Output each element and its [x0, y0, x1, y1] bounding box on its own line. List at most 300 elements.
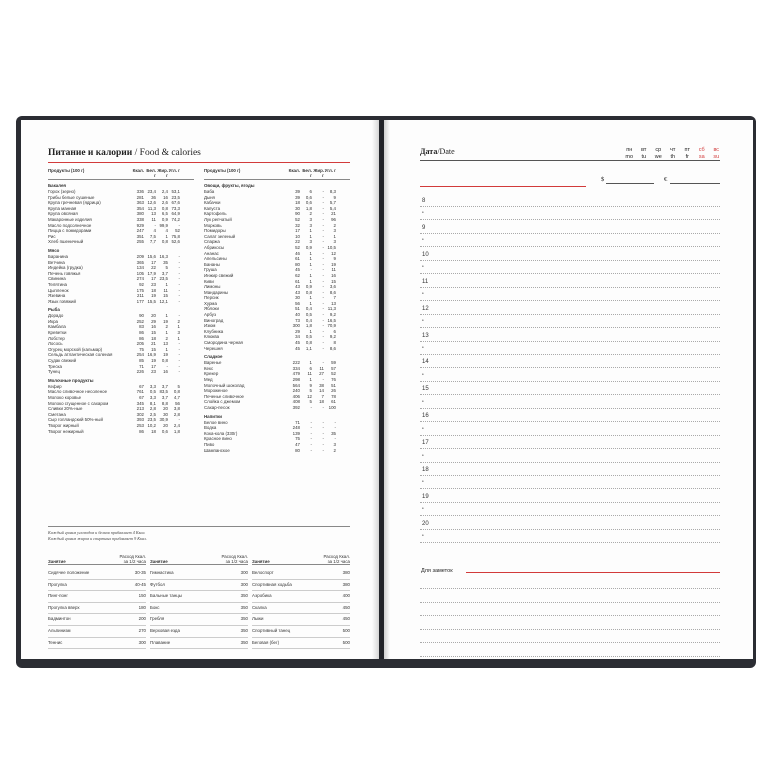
food-cell: -	[178, 313, 180, 319]
activity-row	[150, 580, 248, 592]
food-cell: 0,6	[305, 194, 312, 200]
food-cell: -	[178, 358, 180, 364]
activity-kcal: 380	[342, 581, 350, 587]
food-cell: -	[178, 253, 180, 259]
red-rule	[420, 186, 586, 187]
food-cell: Икра	[48, 318, 58, 324]
food-cell: Ананас	[204, 250, 219, 256]
food-cell: 18	[151, 287, 156, 293]
half-hour-marker: •	[422, 534, 424, 540]
food-cell: 16	[331, 272, 336, 278]
food-cell: Хурма	[204, 300, 217, 306]
hour-line[interactable]	[420, 287, 720, 288]
food-cell: -	[322, 404, 324, 410]
food-cell: 17	[295, 228, 300, 234]
hour-line[interactable]	[420, 341, 720, 342]
hour-line[interactable]	[420, 448, 720, 449]
activity-kcal: 150	[138, 593, 146, 599]
activity-name: Сидячее положение	[48, 570, 90, 575]
food-cell: 56	[175, 400, 180, 406]
food-cell: 57	[331, 365, 336, 371]
food-cell: Крупа гречневая (ядрица)	[48, 200, 101, 206]
food-cell: 408	[292, 399, 300, 405]
food-cell: 0,6	[305, 200, 312, 206]
food-cell: -	[322, 289, 324, 295]
activity-name: Пинг-понг	[48, 593, 68, 599]
weekday-ru: вт	[641, 147, 647, 153]
food-cell: Пицца с помидорами	[48, 228, 92, 234]
food-cell: -	[178, 281, 180, 287]
activity-kcal: 350	[240, 627, 248, 633]
food-cell: Арбуз	[204, 312, 216, 318]
food-cell: 3,7	[161, 270, 168, 276]
activity-kcal: 300	[240, 570, 248, 575]
food-cell: 18	[151, 335, 156, 341]
activity-row	[48, 580, 146, 592]
food-cell: -	[322, 189, 324, 194]
half-hour-line[interactable]	[420, 435, 720, 436]
food-cell: 252	[136, 318, 144, 324]
weekday-sa[interactable]	[695, 147, 710, 161]
notes-label: Для заметок	[421, 568, 453, 574]
food-cell: 23,5	[159, 276, 168, 282]
food-cell: -	[322, 345, 324, 351]
food-cell: 67,6	[171, 200, 180, 206]
food-cell: -	[322, 200, 324, 206]
activity-name: Спортивная ходьба	[252, 581, 292, 587]
food-cell: -	[322, 233, 324, 239]
note-line[interactable]	[420, 642, 720, 643]
activity-row	[150, 626, 248, 638]
food-cell: Индейка (грудка)	[48, 265, 83, 271]
food-cell: 0,9	[305, 244, 312, 250]
weekday-fr[interactable]	[680, 147, 695, 161]
half-hour-marker: •	[422, 319, 424, 325]
food-cell: Яблоки	[204, 306, 219, 312]
food-cell: 45	[295, 345, 300, 351]
food-cell: 45	[295, 267, 300, 273]
food-cell: 393	[136, 417, 144, 423]
food-cell: 0,9	[161, 216, 168, 222]
food-cell: -	[310, 430, 312, 436]
activity-kcal: 300	[240, 581, 248, 587]
hour-line[interactable]	[420, 314, 720, 315]
food-cell: -	[310, 404, 312, 410]
food-cell: 12	[307, 393, 312, 399]
food-cell: 0,8	[161, 358, 168, 364]
activity-name: Футбол	[150, 581, 165, 587]
food-cell: -	[322, 239, 324, 245]
food-cell: -	[322, 430, 324, 436]
half-hour-line[interactable]	[420, 327, 720, 328]
food-header-cell: Ккал.	[132, 168, 144, 173]
food-cell: -	[322, 244, 324, 250]
activity-row	[48, 626, 146, 638]
food-cell: Черешня	[204, 345, 223, 351]
food-cell: 71	[139, 363, 144, 369]
food-cell: 1	[177, 335, 180, 341]
weekday-en: we	[654, 154, 662, 160]
date-line	[420, 160, 720, 161]
food-cell: 3	[309, 216, 312, 222]
weekday-mo[interactable]	[622, 147, 637, 161]
food-cell: -	[322, 360, 324, 366]
food-cell: 0,4	[305, 317, 312, 323]
activity-kcal: 380	[342, 570, 350, 575]
food-cell: Картофель	[204, 211, 227, 217]
activity-row	[252, 591, 350, 603]
food-cell: -	[322, 334, 324, 340]
food-cell: 19	[331, 261, 336, 267]
note-line[interactable]	[420, 629, 720, 630]
weekday-tu[interactable]	[637, 147, 652, 161]
food-cell: 22	[151, 265, 156, 271]
food-cell: Крупа овсяная	[48, 211, 78, 217]
hour-line[interactable]	[420, 475, 720, 476]
food-cell: 365	[136, 259, 144, 265]
activity-table-3	[252, 552, 350, 649]
food-cell: Сыр голландский 50%-ный	[48, 417, 103, 423]
food-cell: 1	[309, 377, 312, 382]
food-cell: 134	[136, 265, 144, 271]
activity-kcal: 450	[342, 616, 350, 622]
food-cell: -	[178, 293, 180, 299]
food-cell: 5	[165, 265, 168, 271]
food-cell: 32	[295, 222, 300, 228]
food-cell: 479	[292, 371, 300, 377]
food-cell: 253	[136, 422, 144, 428]
food-cell: 40	[295, 312, 300, 318]
food-cell: 2	[177, 318, 180, 324]
food-cell: 1	[165, 233, 168, 239]
food-cell: 46	[295, 250, 300, 256]
hour-line[interactable]	[420, 421, 720, 422]
half-hour-line[interactable]	[420, 488, 720, 489]
food-cell: 9,2	[329, 312, 336, 318]
food-cell: 338	[136, 216, 144, 222]
food-cell: 2,4	[161, 189, 168, 194]
food-cell: 7,5	[149, 233, 156, 239]
food-cell: 19	[163, 318, 168, 324]
activity-row	[252, 614, 350, 626]
food-cell: 15,6	[147, 253, 156, 259]
food-cell: Ветчина	[48, 259, 65, 265]
activity-table-1	[48, 552, 146, 649]
food-cell: 1	[309, 233, 312, 239]
hour-label: 8	[422, 198, 426, 204]
weekday-su[interactable]	[709, 147, 724, 161]
food-cell: Баранина	[48, 253, 68, 259]
food-cell: Инжир свежий	[204, 272, 234, 278]
food-cell: 302	[136, 411, 144, 417]
food-cell: 75	[139, 346, 144, 352]
food-cell: 1	[165, 330, 168, 336]
dollar-line[interactable]	[606, 183, 654, 184]
hour-line[interactable]	[420, 233, 720, 234]
food-cell: Масло сливочное несоленое	[48, 389, 108, 395]
food-cell: 2,8	[149, 406, 156, 412]
food-cell: 3	[309, 222, 312, 228]
food-cell: 248	[292, 425, 300, 431]
title-en: / Food & calories	[132, 148, 201, 158]
hour-line[interactable]	[420, 529, 720, 530]
food-cell: 62	[295, 272, 300, 278]
food-cell: 23,4	[147, 189, 156, 194]
food-cell: 21	[151, 341, 156, 347]
food-cell: 406	[292, 393, 300, 399]
food-cell: 23,5	[171, 194, 180, 200]
food-cell: -	[322, 306, 324, 312]
food-cell: 336	[136, 189, 144, 194]
food-cell: 96	[331, 216, 336, 222]
note-line[interactable]	[420, 602, 720, 603]
food-cell: 3,3	[149, 395, 156, 400]
left-page	[21, 120, 379, 659]
food-row	[204, 448, 350, 454]
food-header-cell: Жир. г	[157, 168, 168, 178]
food-cell: 86	[139, 335, 144, 341]
half-hour-line[interactable]	[420, 462, 720, 463]
food-cell: 281	[136, 194, 144, 200]
half-hour-line[interactable]	[420, 300, 720, 301]
food-cell: 23	[151, 281, 156, 287]
weekday-ru: чт	[670, 147, 676, 153]
weekday-en: fr	[685, 154, 689, 160]
hour-line[interactable]	[420, 206, 720, 207]
food-cell: 64,9	[171, 211, 180, 217]
food-cell: Белое вино	[204, 419, 228, 425]
food-cell: Дорадо	[48, 313, 64, 319]
food-cell: 2,6	[161, 200, 168, 206]
food-cell: 22	[295, 239, 300, 245]
food-cell: 56	[295, 300, 300, 306]
food-cell: 23,5	[147, 417, 156, 423]
food-cell: 86	[139, 428, 144, 434]
food-cell: -	[322, 425, 324, 431]
food-cell: 11,3	[327, 306, 336, 312]
half-hour-line[interactable]	[420, 408, 720, 409]
food-table-header	[48, 168, 194, 180]
food-cell: 52	[295, 244, 300, 250]
food-cell: 2	[165, 324, 168, 330]
half-hour-line[interactable]	[420, 246, 720, 247]
food-cell: -	[166, 363, 168, 369]
food-cell: Слойка с джемом	[204, 399, 241, 405]
food-cell: 1	[309, 261, 312, 267]
food-cell: 3	[177, 330, 180, 336]
date-label	[420, 147, 455, 156]
food-header-cell: Бел. г	[302, 168, 312, 178]
half-hour-line[interactable]	[420, 515, 720, 516]
food-cell: 7	[333, 295, 336, 301]
currency-euro: €	[664, 176, 668, 183]
food-cell: -	[322, 436, 324, 442]
food-cell: -	[322, 340, 324, 346]
activity-row	[150, 614, 248, 626]
food-cell: 70,9	[327, 323, 336, 329]
food-cell: -	[334, 436, 336, 442]
food-cell: 16	[163, 369, 168, 375]
food-cell: 51	[331, 382, 336, 388]
food-cell: -	[154, 222, 156, 228]
food-cell: 11	[151, 216, 156, 222]
food-cell: Водка	[204, 425, 217, 431]
food-cell: 12,1	[159, 298, 168, 304]
food-cell: -	[178, 270, 180, 276]
half-hour-marker: •	[422, 372, 424, 378]
note-line[interactable]	[420, 588, 720, 589]
activity-header-name: Занятие	[150, 559, 168, 564]
food-cell: 19	[151, 293, 156, 299]
food-cell: Апельсины	[204, 256, 227, 262]
activity-kcal: 40-45	[134, 581, 146, 587]
food-cell: -	[322, 194, 324, 200]
food-cell: 29	[295, 328, 300, 334]
food-cell: 8,6	[329, 345, 336, 351]
half-hour-line[interactable]	[420, 381, 720, 382]
weekday-ru: пт	[684, 147, 690, 153]
food-cell: 19	[151, 358, 156, 364]
food-cell: -	[322, 261, 324, 267]
activity-row	[150, 591, 248, 603]
food-cell: 345	[136, 400, 144, 406]
activity-name: Скалка	[252, 604, 267, 610]
food-cell: 39	[295, 194, 300, 200]
food-cell: 300	[292, 323, 300, 329]
food-cell: 222	[292, 360, 300, 366]
food-cell: 3,8	[173, 406, 180, 412]
food-cell: 8,3	[329, 189, 336, 194]
half-hour-marker: •	[422, 480, 424, 486]
food-cell: 39	[295, 189, 300, 194]
date-ru: Дата	[420, 147, 438, 156]
weekday-we[interactable]	[651, 147, 666, 161]
food-cell: Сливки 20%-ные	[48, 406, 83, 412]
hour-label: 17	[422, 440, 429, 447]
food-cell: 1	[309, 360, 312, 366]
note-line[interactable]	[420, 656, 720, 657]
food-cell: 2	[165, 335, 168, 341]
food-cell: 16,5	[327, 317, 336, 323]
hour-label: 20	[422, 520, 429, 527]
food-cell: 8,1	[149, 400, 156, 406]
food-cell: 78	[331, 393, 336, 399]
page-title	[48, 148, 201, 158]
food-cell: Лобстер	[48, 335, 65, 341]
food-cell: 74,2	[171, 216, 180, 222]
food-cell: 6	[309, 365, 312, 371]
food-cell: Телятина	[48, 281, 68, 287]
weekday-ru: пн	[626, 147, 633, 153]
note-line[interactable]	[420, 615, 720, 616]
food-cell: Крупа манная	[48, 205, 77, 211]
hour-line[interactable]	[420, 367, 720, 368]
euro-line[interactable]	[670, 183, 720, 184]
food-cell: 53,1	[171, 189, 180, 194]
half-hour-marker: •	[422, 292, 424, 298]
activity-name: Велоспорт	[252, 570, 274, 575]
food-cell: -	[178, 363, 180, 369]
activity-name: Беговая (бег)	[252, 639, 280, 645]
food-cell: 90	[295, 211, 300, 217]
activity-name: Спортивный танец	[252, 627, 291, 633]
weekday-th[interactable]	[666, 147, 681, 161]
food-cell: 20	[163, 406, 168, 412]
half-hour-line[interactable]	[420, 542, 720, 543]
activity-row	[252, 580, 350, 592]
food-cell: 226	[136, 369, 144, 375]
activity-kcal: 400	[342, 593, 350, 599]
food-row	[204, 346, 350, 352]
activity-kcal: 350	[240, 604, 248, 610]
food-cell: Макаронные изделия	[48, 216, 92, 222]
food-cell: 75	[295, 436, 300, 442]
activity-kcal: 300	[138, 639, 146, 645]
food-cell: Молочный шоколад	[204, 382, 245, 388]
food-cell: 3	[333, 239, 336, 245]
food-cell: 5,4	[329, 205, 336, 211]
food-cell: 1	[177, 324, 180, 330]
food-cell: Масло подсолнечное	[48, 222, 92, 228]
food-cell: Изюм	[204, 323, 216, 329]
food-cell: Киви	[204, 278, 214, 284]
food-cell: 105	[136, 270, 144, 276]
activity-kcal: 450	[342, 604, 350, 610]
food-cell: 12	[331, 250, 336, 256]
food-cell: -	[310, 419, 312, 425]
hour-line[interactable]	[420, 394, 720, 395]
food-cell: 0,5	[149, 389, 156, 395]
hour-line[interactable]	[420, 260, 720, 261]
food-cell: 35	[331, 430, 336, 436]
food-cell: Крекер	[204, 371, 219, 377]
food-cell: 13	[163, 341, 168, 347]
food-cell: 86	[139, 330, 144, 336]
food-cell: 0,8	[161, 239, 168, 245]
food-cell: 18	[319, 399, 324, 405]
food-cell: 20	[163, 422, 168, 428]
food-cell: -	[322, 317, 324, 323]
food-cell: 16	[151, 324, 156, 330]
food-section-title: Напитки	[204, 413, 223, 419]
half-hour-marker: •	[422, 265, 424, 271]
food-cell: Рис	[48, 233, 56, 239]
food-cell: Молоко сгущенное с сахаром	[48, 400, 109, 406]
hour-line[interactable]	[420, 502, 720, 503]
food-cell: 83	[139, 324, 144, 330]
food-cell: 17,9	[147, 270, 156, 276]
activity-kcal: 30-35	[134, 570, 146, 575]
food-cell: -	[178, 352, 180, 358]
half-hour-line[interactable]	[420, 219, 720, 220]
activity-row	[150, 568, 248, 580]
activity-kcal: 350	[240, 616, 248, 622]
food-cell: 15	[331, 278, 336, 284]
food-cell: 1	[333, 233, 336, 239]
food-cell: 11	[163, 287, 168, 293]
half-hour-line[interactable]	[420, 354, 720, 355]
food-cell: Горох (зерно)	[48, 189, 76, 194]
food-cell: -	[322, 323, 324, 329]
activity-header-name: Занятие	[48, 559, 66, 564]
hour-label: 12	[422, 305, 429, 312]
hour-label: 16	[422, 413, 429, 420]
half-hour-line[interactable]	[420, 273, 720, 274]
food-cell: 67	[139, 395, 144, 400]
food-cell: 392	[292, 404, 300, 410]
food-table-right	[204, 168, 350, 453]
hour-label: 19	[422, 493, 429, 500]
